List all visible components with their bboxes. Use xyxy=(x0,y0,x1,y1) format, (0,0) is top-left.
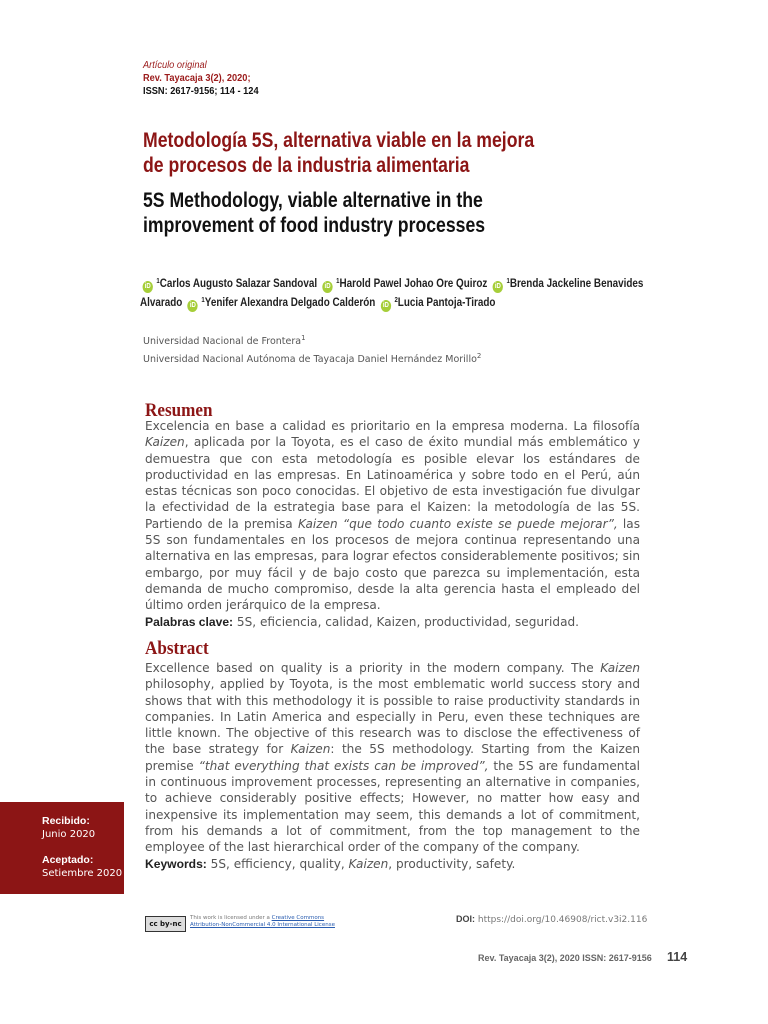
author-sup: 1 xyxy=(201,297,205,304)
author-name: Lucia Pantoja-Tirado xyxy=(397,297,496,309)
doi-label: DOI: xyxy=(456,914,475,924)
title-en-line: 5S Methodology, viable alternative in the xyxy=(143,189,483,212)
abstract-heading: Abstract xyxy=(145,638,209,659)
author-sup: 1 xyxy=(156,278,160,285)
keywords-label-en: Keywords: xyxy=(145,856,207,871)
orcid-icon[interactable]: iD xyxy=(381,300,391,312)
resumen-heading: Resumen xyxy=(145,400,213,421)
orcid-icon[interactable]: iD xyxy=(143,281,153,293)
article-type: Artículo original xyxy=(143,59,207,71)
title-en-line: improvement of food industry processes xyxy=(143,214,486,237)
doi xyxy=(456,914,647,925)
author-name: Yenifer Alexandra Delgado Calderón xyxy=(204,297,376,309)
journal-header xyxy=(143,59,259,98)
accepted-block xyxy=(42,853,122,881)
affiliations xyxy=(143,331,481,367)
orcid-icon[interactable]: iD xyxy=(493,281,503,293)
title-english xyxy=(143,188,485,238)
title-spanish xyxy=(143,128,534,178)
keywords-es: 5S, eficiencia, calidad, Kaizen, productividad, seguridad. xyxy=(233,614,579,629)
author-list xyxy=(140,274,656,312)
cc-license-icon[interactable]: cc by-nc xyxy=(145,916,186,932)
author-sup: 1 xyxy=(336,278,340,285)
accepted-date: Setiembre 2020 xyxy=(42,868,123,879)
title-es-line: de procesos de la industria alimentaria xyxy=(143,154,470,177)
author-sup: 2 xyxy=(394,297,398,304)
issn-pages: ISSN: 2617-9156; 114 - 124 xyxy=(143,85,259,97)
affiliation-2: Universidad Nacional Autónoma de Tayacaja Daniel Hernández Morillo$^2$ xyxy=(143,352,482,365)
license-link[interactable]: Creative Commons Attribution-NonCommercial 4.0 International License xyxy=(190,915,335,928)
title-es-line: Metodología 5S, alternativa viable en la mejora xyxy=(143,129,535,152)
author-name: Carlos Augusto Salazar Sandoval xyxy=(159,278,318,290)
license-note: This work is licensed under a Creative Commons Attribution-NonCommercial 4.0 International License xyxy=(190,915,335,928)
journal-citation: Rev. Tayacaja 3(2), 2020; xyxy=(143,72,251,84)
footer-citation: Rev. Tayacaja 3(2), 2020 ISSN: 2617-9156 xyxy=(478,953,652,963)
abstract-body: Excellence based on quality is a priority in the modern company. The Kaizen philosophy, applied by Toyota, is the most emblematic world success story and shows that with this methodology it is possible to raise productivity standards in companies. In Latin America and especially in Peru, even these techniques are little known. The objective of this research was to disclose the effectiveness of the base strategy for Kaizen: the 5S methodology. Starting from the Kaizen premise “that everything that exists can be improved”, the 5S are fundamental in continuous improvement processes, representing an alternative in companies, to achieve considerably positive effects; However, no matter how easy and inexpensive its implementation may seem, this demands a lot of commitment, from his demands a lot of commitment, from the top management to the employee of the last hierarchical order of the company of the company. Keywords: 5S, efficiency, quality, Kaizen, productivity, safety. xyxy=(145,661,641,871)
author-name: Brenda Jackeline Benavides Alvarado xyxy=(140,278,644,309)
author-name: Harold Pawel Johao Ore Quiroz xyxy=(339,278,488,290)
received-label: Recibido: xyxy=(42,815,90,827)
accepted-label: Aceptado: xyxy=(42,854,94,866)
dates-box xyxy=(0,802,124,894)
orcid-icon[interactable]: iD xyxy=(322,281,332,293)
doi-link[interactable]: https://doi.org/10.46908/rict.v3i2.116 xyxy=(475,915,648,925)
received-date: Junio 2020 xyxy=(42,829,96,840)
author-sup: 1 xyxy=(506,278,510,285)
keywords-label-es: Palabras clave: xyxy=(145,614,234,629)
received-block xyxy=(42,814,95,842)
page-number: 114 xyxy=(667,950,688,964)
orcid-icon[interactable]: iD xyxy=(188,300,198,312)
affiliation-1: Universidad Nacional de Frontera$^1$ xyxy=(143,334,306,347)
resumen-body: Excelencia en base a calidad es prioritario en la empresa moderna. La filosofía Kaizen, aplicada por la Toyota, es el caso de éxito mundial más emblemático y demuestra que con esta metodología es posible elevar los estándares de productividad en las empresas. En Latinoamérica y sobre todo en el Perú, aún estas técnicas son poco conocidas. El objetivo de esta investigación fue divulgar la efectividad de la estrategia base para el Kaizen: la metodología de las 5S. Partiendo de la premisa Kaizen “que todo cuanto existe se puede mejorar”, las 5S son fundamentales en los procesos de mejora continua representando una alternativa en las empresas, para lograr efectos considerablemente positivos; sin embargo, por muy fácil y de bajo costo que parezca su implementación, esta demanda de mucho compromiso, desde la alta gerencia hasta el empleado del último orden jerárquico de la empresa. Palabras clave: 5S, eficiencia, calidad, Kaizen, productividad, seguridad. xyxy=(145,419,640,629)
